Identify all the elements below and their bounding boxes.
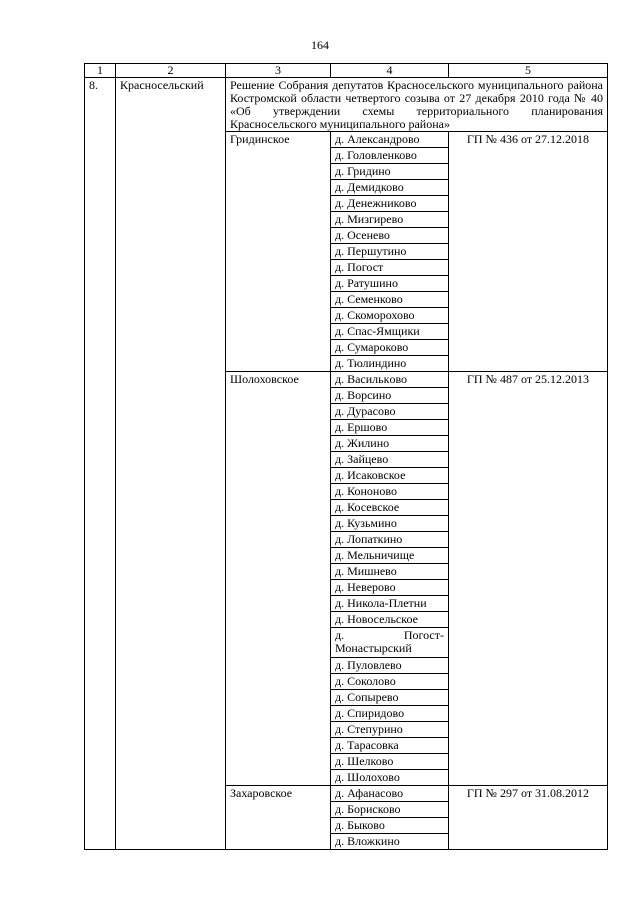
locality-name: д. Быково (331, 818, 449, 834)
locality-name: д. Погост (331, 260, 449, 276)
locality-name: д. Ратушино (331, 276, 449, 292)
district-name: Красносельский (116, 78, 226, 850)
locality-name: д. Мизгирево (331, 212, 449, 228)
locality-name: д. Денежниково (331, 196, 449, 212)
locality-name: д. Гридино (331, 164, 449, 180)
locality-name: д. Афанасово (331, 786, 449, 802)
page-number: 164 (311, 38, 329, 52)
header-cell: 4 (331, 64, 449, 78)
locality-name: д. Спас-Ямщики (331, 324, 449, 340)
row-number: 8. (85, 78, 116, 850)
locality-name-part: Монастырский (335, 641, 412, 655)
locality-name: д. Пуловлево (331, 658, 449, 674)
locality-name: д. Никола-Плетни (331, 596, 449, 612)
locality-name: д. Демидково (331, 180, 449, 196)
locality-name: д. Скоморохово (331, 308, 449, 324)
locality-name: д. Василькoво (331, 372, 449, 388)
registry-table (84, 63, 608, 850)
locality-name (331, 628, 449, 658)
locality-name: д. Зайцево (331, 452, 449, 468)
locality-prefix: д. (335, 628, 345, 642)
locality-name: д. Косевское (331, 500, 449, 516)
locality-name: д. Тюлиндино (331, 356, 449, 372)
locality-name: д. Жилино (331, 436, 449, 452)
locality-name: д. Сумароково (331, 340, 449, 356)
locality-name: д. Александрово (331, 132, 449, 148)
locality-name: д. Головленково (331, 148, 449, 164)
locality-name: д. Кузьмино (331, 516, 449, 532)
locality-name: д. Шелково (331, 754, 449, 770)
locality-name: д. Вложкино (331, 834, 449, 850)
plan-document: ГП № 297 от 31.08.2012 (449, 786, 608, 850)
settlement-name: Захаровское (226, 786, 331, 850)
locality-name: д. Мельничище (331, 548, 449, 564)
locality-name: д. Сопырево (331, 690, 449, 706)
header-cell: 1 (85, 64, 116, 78)
plan-document: ГП № 436 от 27.12.2018 (449, 132, 608, 372)
header-row (85, 64, 608, 78)
locality-name: д. Семенково (331, 292, 449, 308)
locality-name: д. Неверово (331, 580, 449, 596)
locality-name: д. Шолохово (331, 770, 449, 786)
locality-name: д. Спиридово (331, 706, 449, 722)
header-cell: 3 (226, 64, 331, 78)
locality-name: д. Першутино (331, 244, 449, 260)
header-cell: 2 (116, 64, 226, 78)
decision-row (85, 78, 608, 132)
settlement-name: Шолоховское (226, 372, 331, 786)
locality-name: д. Степурино (331, 722, 449, 738)
settlement-name: Гридинское (226, 132, 331, 372)
locality-name: д. Тарасовка (331, 738, 449, 754)
locality-name: д. Дурасово (331, 404, 449, 420)
locality-name: д. Лопаткино (331, 532, 449, 548)
header-cell: 5 (449, 64, 608, 78)
locality-name: д. Исаковское (331, 468, 449, 484)
locality-name: д. Ершово (331, 420, 449, 436)
locality-name-part: Погост- (403, 628, 444, 642)
plan-document: ГП № 487 от 25.12.2013 (449, 372, 608, 786)
locality-name: д. Мишнево (331, 564, 449, 580)
locality-name: д. Новосельское (331, 612, 449, 628)
locality-name: д. Соколово (331, 674, 449, 690)
locality-name: д. Борисково (331, 802, 449, 818)
locality-name: д. Ворсино (331, 388, 449, 404)
decision-text: Решение Собрания депутатов Красносельского муниципального района Костромской области четвертого созыва от 27 декабря 2010 года № 40 «Об утверждении схемы территориального планирования Красносельского муниципального района» (226, 78, 608, 132)
locality-name: д. Кононово (331, 484, 449, 500)
locality-name: д. Осенево (331, 228, 449, 244)
